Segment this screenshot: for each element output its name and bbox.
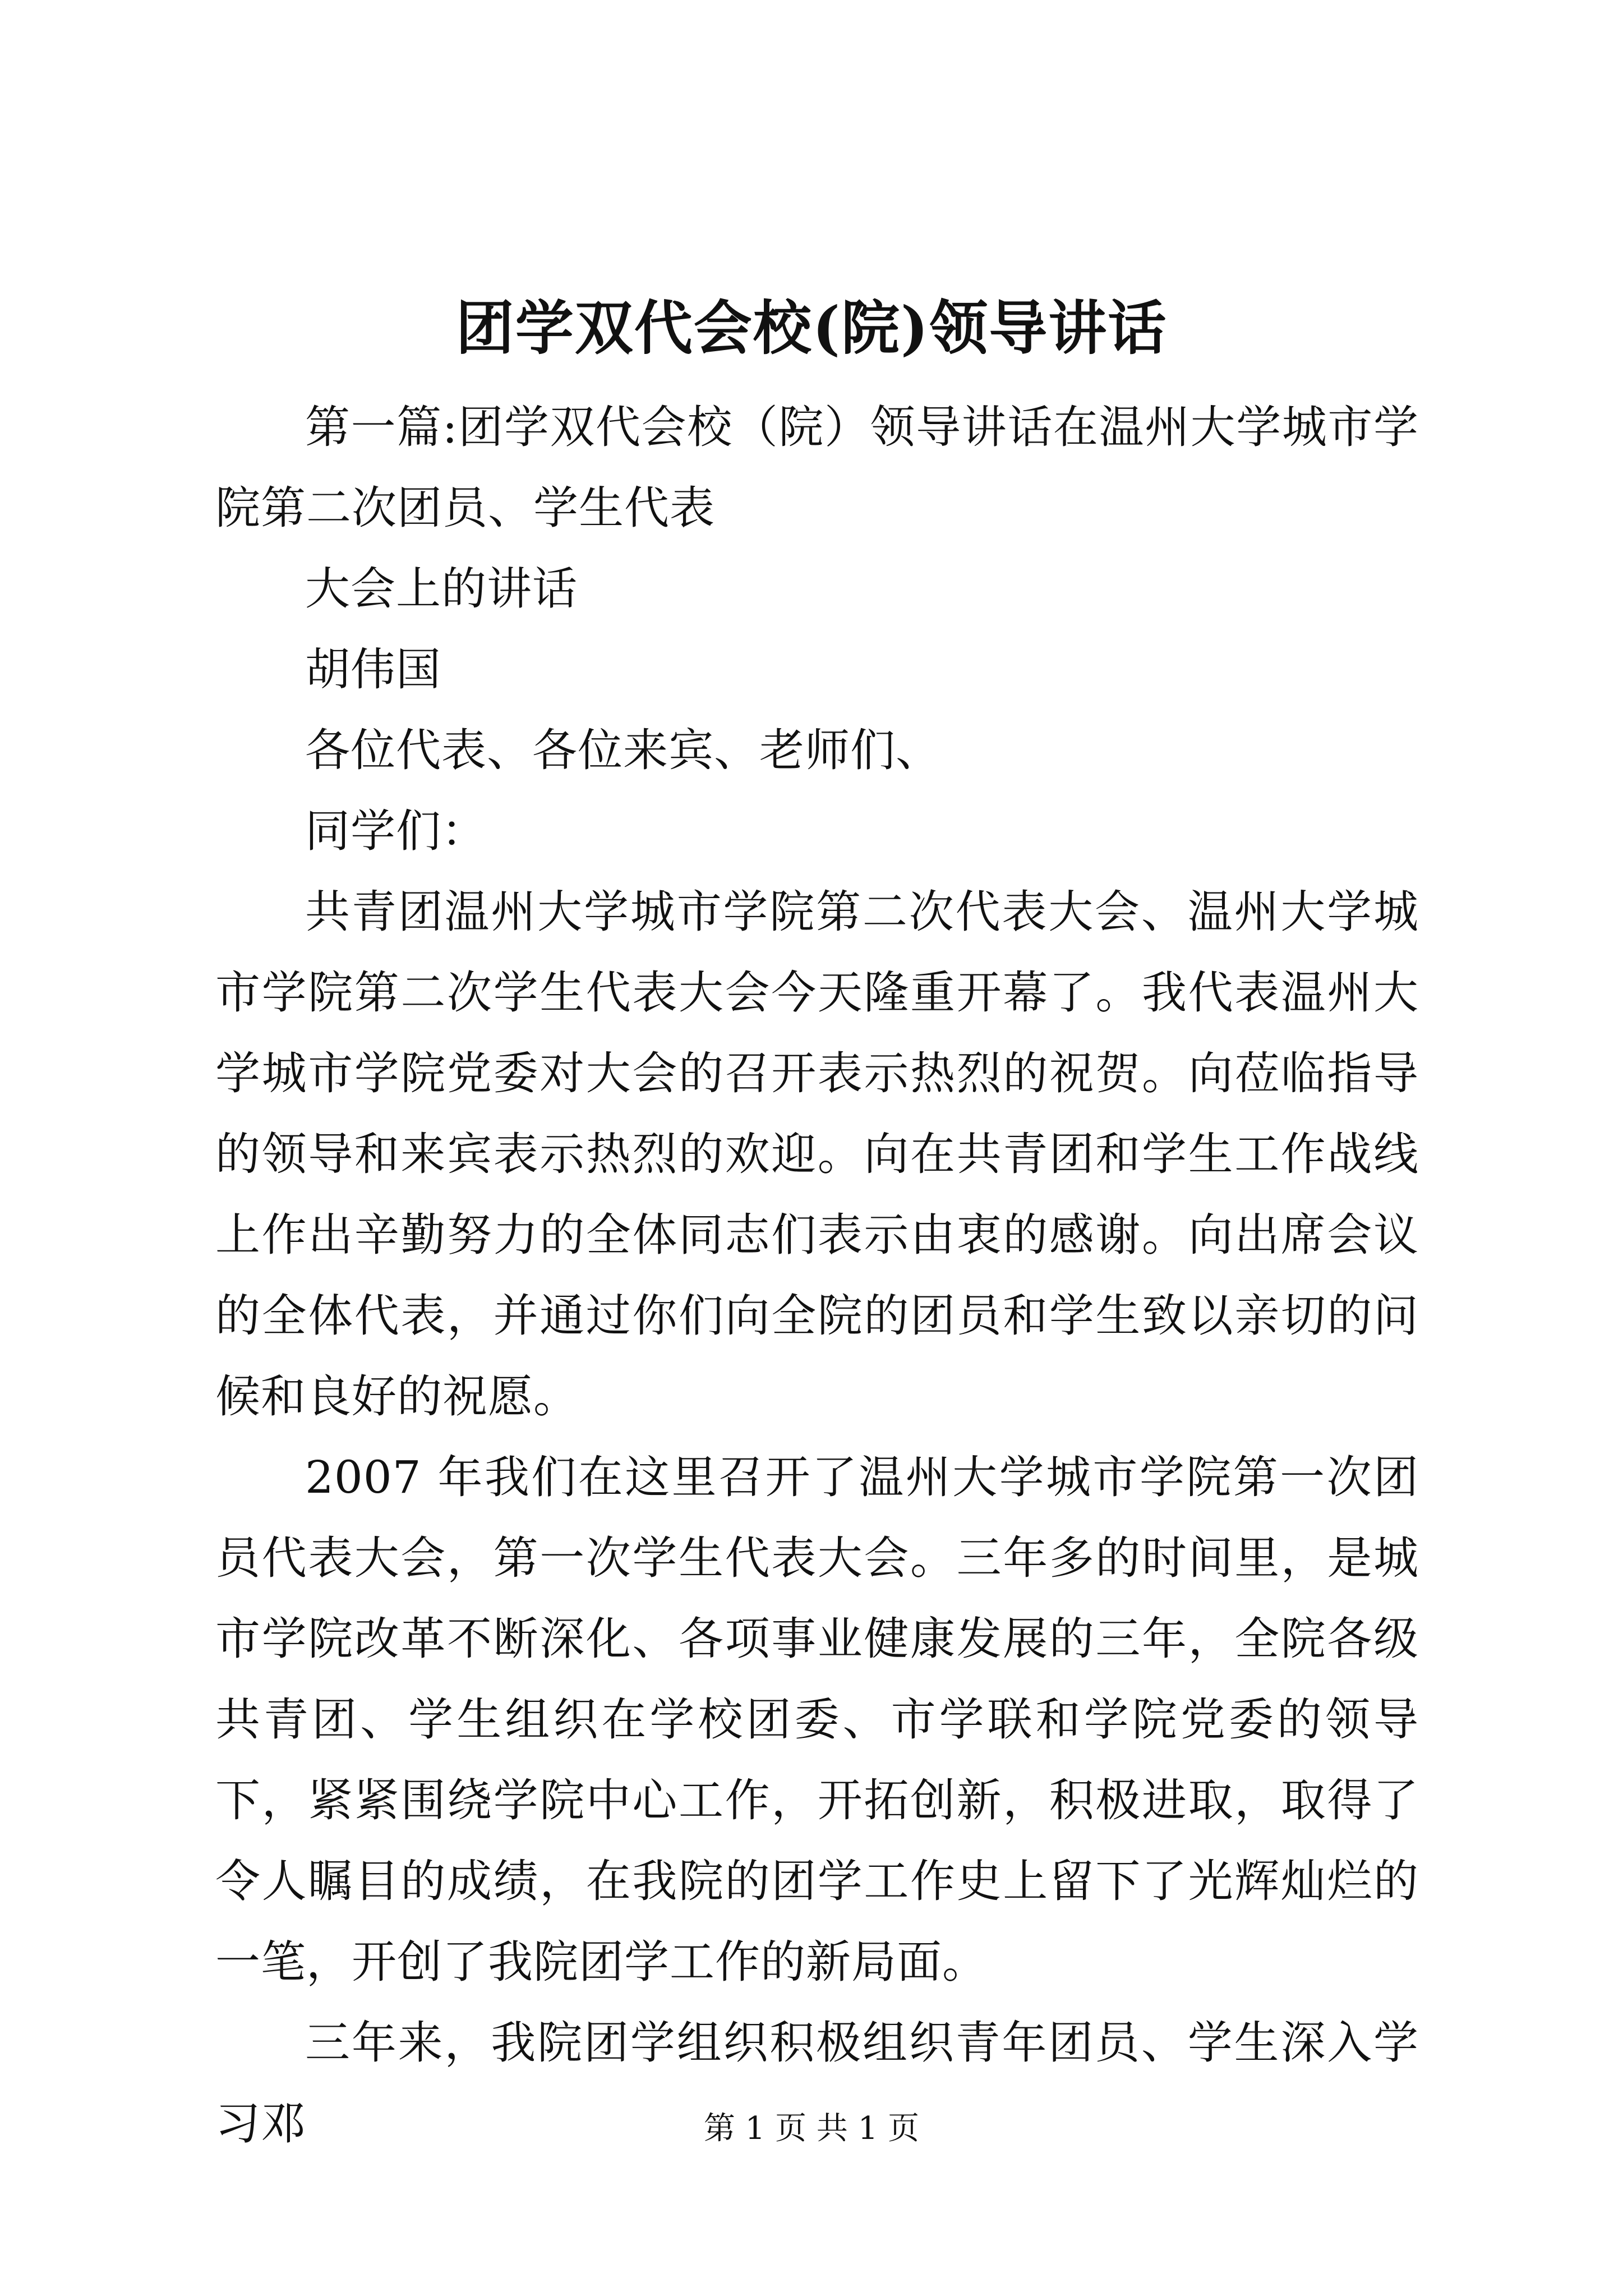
paragraph-subheading: 大会上的讲话 <box>305 563 578 615</box>
paragraph-speaker: 胡伟国 <box>305 643 441 696</box>
paragraph-opening: 共青团温州大学城市学院第二次代表大会、温州大学城市学院第二次学生代表大会今天隆重开幕了。我代表温州大学城市学院党委对大会的召开表示热烈的祝贺。向莅临指导的领导和来宾表示热烈的欢迎。向在共青团和学生工作战线上作出辛勤努力的全体同志们表示由衷的感谢。向出席会议的全体代表，并通过你们向全院的团员和学生致以亲切的问候和良好的祝愿。 <box>215 886 1419 1423</box>
page-footer: 第 1 页 共 1 页 <box>703 2110 920 2147</box>
paragraph-achievements: 三年来，我院团学组织积极组织青年团员、学生深入学习邓 <box>215 2017 1419 2150</box>
document-body <box>215 387 1419 2164</box>
paragraph-greeting: 各位代表、各位来宾、老师们、 <box>305 724 941 776</box>
paragraph-greeting-cont: 同学们： <box>305 805 487 857</box>
paragraph-review: 2007 年我们在这里召开了温州大学城市学院第一次团员代表大会，第一次学生代表大会。三年多的时间里，是城市学院改革不断深化、各项事业健康发展的三年，全院各级共青团、学生组织在学校团委、市学联和学院党委的领导下，紧紧围绕学院中心工作，开拓创新，积极进取，取得了令人瞩目的成绩，在我院的团学工作史上留下了光辉灿烂的一笔，开创了我院团学工作的新局面。 <box>215 1451 1419 1988</box>
document-title: 团学双代会校(院)领导讲话 <box>455 293 1168 362</box>
paragraph-heading: 第一篇:团学双代会校（院）领导讲话在温州大学城市学院第二次团员、学生代表 <box>215 401 1419 534</box>
